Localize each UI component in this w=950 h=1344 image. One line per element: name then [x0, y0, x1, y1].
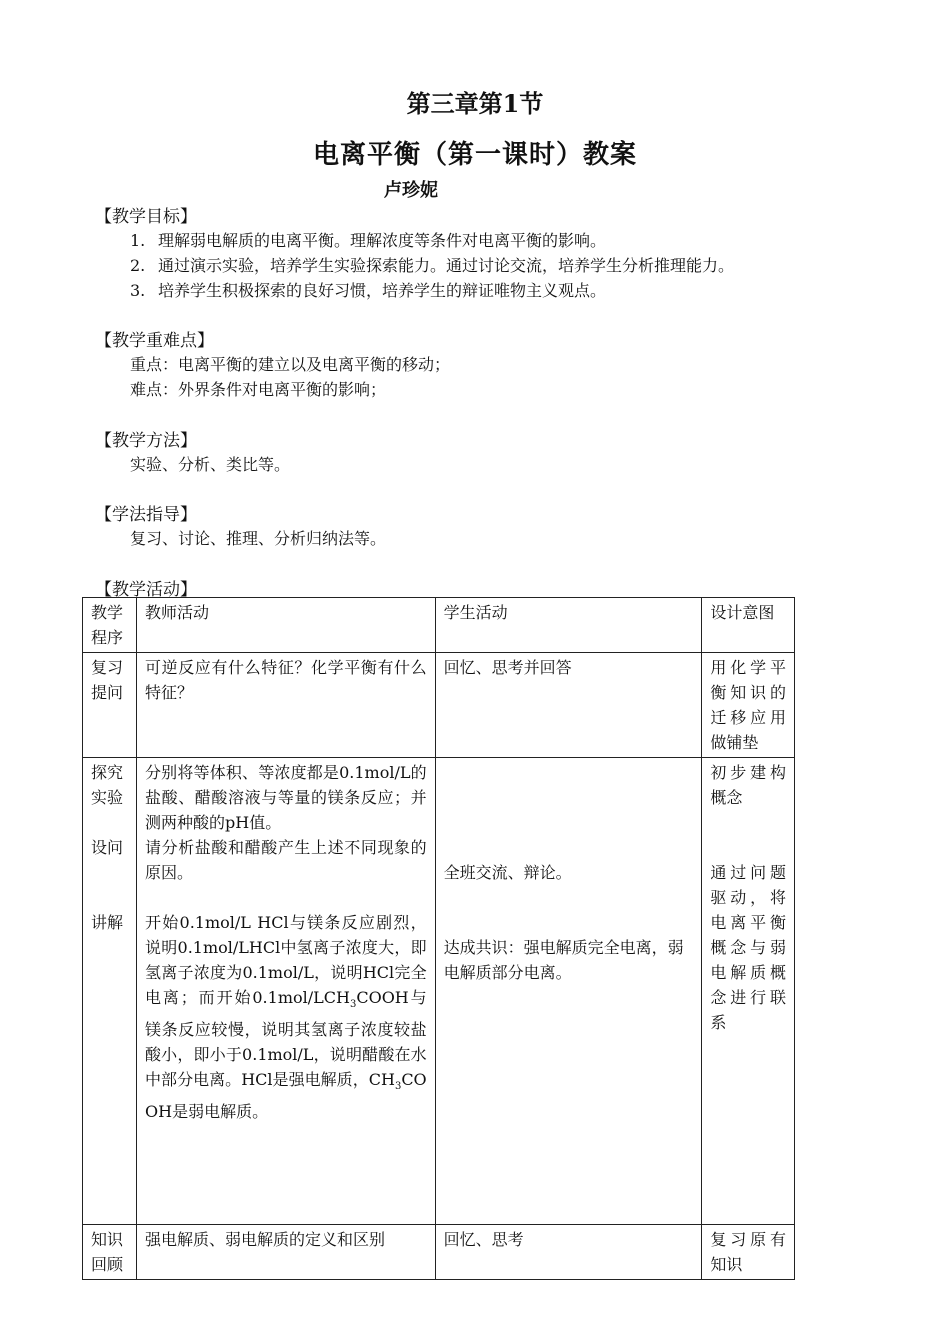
goal-number: 3.: [130, 281, 146, 300]
teacher-cell: 可逆反应有什么特征？化学平衡有什么特征？: [137, 653, 436, 758]
header-cell-step: 教学程序: [83, 598, 137, 653]
teacher-cell: 强电解质、弱电解质的定义和区别: [137, 1225, 436, 1280]
header-cell-teacher: 教师活动: [137, 598, 436, 653]
student-text: 全班交流、辩论。: [443, 863, 572, 882]
goal-item: [130, 253, 734, 276]
student-cell: [435, 758, 702, 1225]
table-row: [83, 758, 795, 1225]
difficult-point: 难点：外界条件对电离平衡的影响；: [130, 380, 387, 399]
step-label: 设问: [91, 838, 124, 857]
subscript: 3: [394, 1081, 402, 1093]
header-cell-intent: 设计意图: [702, 598, 795, 653]
study-guide-text: 复习、讨论、推理、分析归纳法等。: [130, 529, 387, 548]
intent-text: 通过问题驱动，将电离平衡概念与弱电解质概念进行联系: [710, 863, 786, 1032]
intent-cell: 复习原有知识: [702, 1225, 795, 1280]
intent-cell: [702, 758, 795, 1225]
teacher-text: [145, 910, 427, 1124]
teacher-cell: [137, 758, 436, 1225]
table-row: [83, 1225, 795, 1280]
intent-text: 初步建构概念: [710, 763, 786, 807]
student-text: 达成共识：强电解质完全电离，弱电解质部分电离。: [443, 938, 684, 982]
chapter-title: 第三章第1节: [406, 89, 544, 118]
goals-heading: 【教学目标】: [95, 207, 197, 227]
goal-item: [130, 278, 606, 301]
step-cell: [83, 758, 137, 1225]
methods-text: 实验、分析、类比等。: [130, 455, 291, 474]
goal-number: 1.: [130, 231, 146, 250]
student-cell: 回忆、思考并回答: [435, 653, 702, 758]
step-cell: 知识回顾: [83, 1225, 137, 1280]
study-guide-heading: 【学法指导】: [95, 505, 197, 525]
intent-cell: 用化学平衡知识的迁移应用做铺垫: [702, 653, 795, 758]
step-cell: 复习提问: [83, 653, 137, 758]
teacher-text: 请分析盐酸和醋酸产生上述不同现象的原因。: [145, 838, 427, 882]
activity-table: [82, 597, 795, 1280]
table-header-row: [83, 598, 795, 653]
lesson-title: 电离平衡（第一课时）教案: [312, 140, 637, 170]
key-points-heading: 【教学重难点】: [95, 331, 214, 351]
key-point: 重点：电离平衡的建立以及电离平衡的移动；: [130, 355, 451, 374]
methods-heading: 【教学方法】: [95, 431, 197, 451]
author-name: 卢珍妮: [384, 180, 438, 201]
goal-text: 通过演示实验，培养学生实验探索能力。通过讨论交流，培养学生分析推理能力。: [158, 256, 735, 275]
step-label: 讲解: [91, 913, 124, 932]
text-run: COOH是弱电解质。: [145, 1070, 427, 1122]
text-run: 开始0.1mol/L HCl与镁条反应剧烈，说明0.1mol/LHCl中氢离子浓度大，即氢离子浓度为0.1mol/L，说明HCl完全电离；而开始0.1mol/LCH: [145, 913, 427, 1007]
header-cell-student: 学生活动: [435, 598, 702, 653]
step-label: 探究实验: [91, 763, 124, 807]
subscript: 3: [349, 999, 357, 1011]
goal-text: 培养学生积极探索的良好习惯，培养学生的辩证唯物主义观点。: [158, 281, 607, 300]
goal-number: 2.: [130, 256, 146, 275]
student-cell: 回忆、思考: [435, 1225, 702, 1280]
teacher-text: 分别将等体积、等浓度都是0.1mol/L的盐酸、醋酸溶液与等量的镁条反应；并测两种酸的pH值。: [145, 763, 427, 832]
activity-heading: 【教学活动】: [95, 580, 197, 600]
table-row: [83, 653, 795, 758]
text-run: COOH与镁条反应较慢，说明其氢离子浓度较盐酸小，即小于0.1mol/L，说明醋酸在水中部分电离。HCl是强电解质，CH: [145, 988, 427, 1090]
goal-item: [130, 228, 606, 251]
goal-text: 理解弱电解质的电离平衡。理解浓度等条件对电离平衡的影响。: [158, 231, 607, 250]
